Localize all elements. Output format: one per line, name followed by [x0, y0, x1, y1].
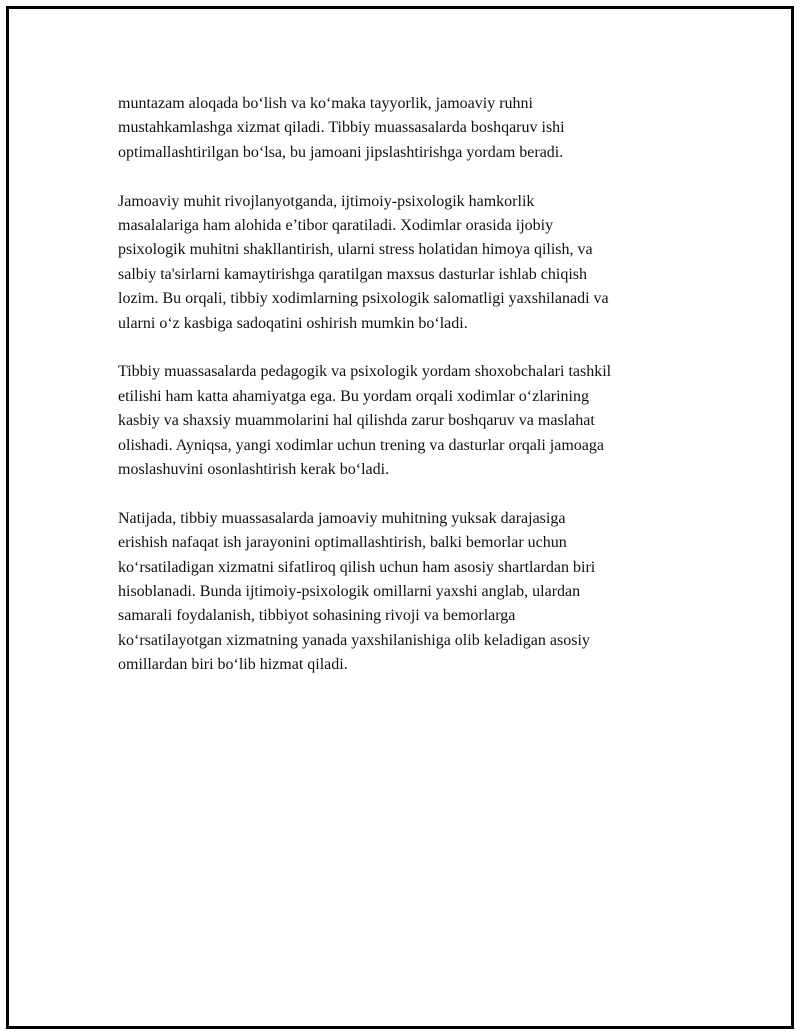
paragraph-2: Jamoaviy muhit rivojlanyotganda, ijtimoiy-psixologik hamkorlik masalalariga ham alohida e’tibor qaratiladi. Xodimlar orasida ijobiy psixologik muhitni shakllantirish, ularni stress holatidan himoya qilish, va salbiy ta'sirlarni kamaytirishga qaratilgan maxsus dasturlar ishlab chiqish lozim. Bu orqali, tibbiy xodimlarning psixologik salomatligi yaxshilanadi va ularni o‘z kasbiga sadoqatini oshirish mumkin bo‘ladi. [118, 192, 609, 332]
paragraph-3: Tibbiy muassasalarda pedagogik va psixologik yordam shoxobchalari tashkil etilishi ham katta ahamiyatga ega. Bu yordam orqali xodimlar o‘zlarining kasbiy va shaxsiy muammolarini hal qilishda zarur boshqaruv va maslahat olishadi. Ayniqsa, yangi xodimlar uchun trening va dasturlar orqali jamoaga moslashuvini osonlashtirish kerak bo‘ladi. [118, 363, 612, 479]
paragraph-1: muntazam aloqada bo‘lish va ko‘maka tayyorlik, jamoaviy ruhni mustahkamlashga xizmat qiladi. Tibbiy muassasalarda boshqaruv ishi optimallashtirilgan bo‘lsa, bu jamoani jipslashtirishga yordam beradi. [118, 95, 565, 161]
document-body [118, 92, 698, 702]
paragraph-4: Natijada, tibbiy muassasalarda jamoaviy muhitning yuksak darajasiga erishish nafaqat ish jarayonini optimallashtirish, balki bemorlar uchun ko‘rsatiladigan xizmatni sifatliroq qilish uchun ham asosiy shartlardan biri hisoblanadi. Bunda ijtimoiy-psixologik omillarni yaxshi anglab, ulardan samarali foydalanish, tibbiyot sohasining rivoji va bemorlarga ko‘rsatilayotgan xizmatning yanada yaxshilanishiga olib keladigan asosiy omillardan biri bo‘lib hizmat qiladi. [118, 509, 596, 674]
